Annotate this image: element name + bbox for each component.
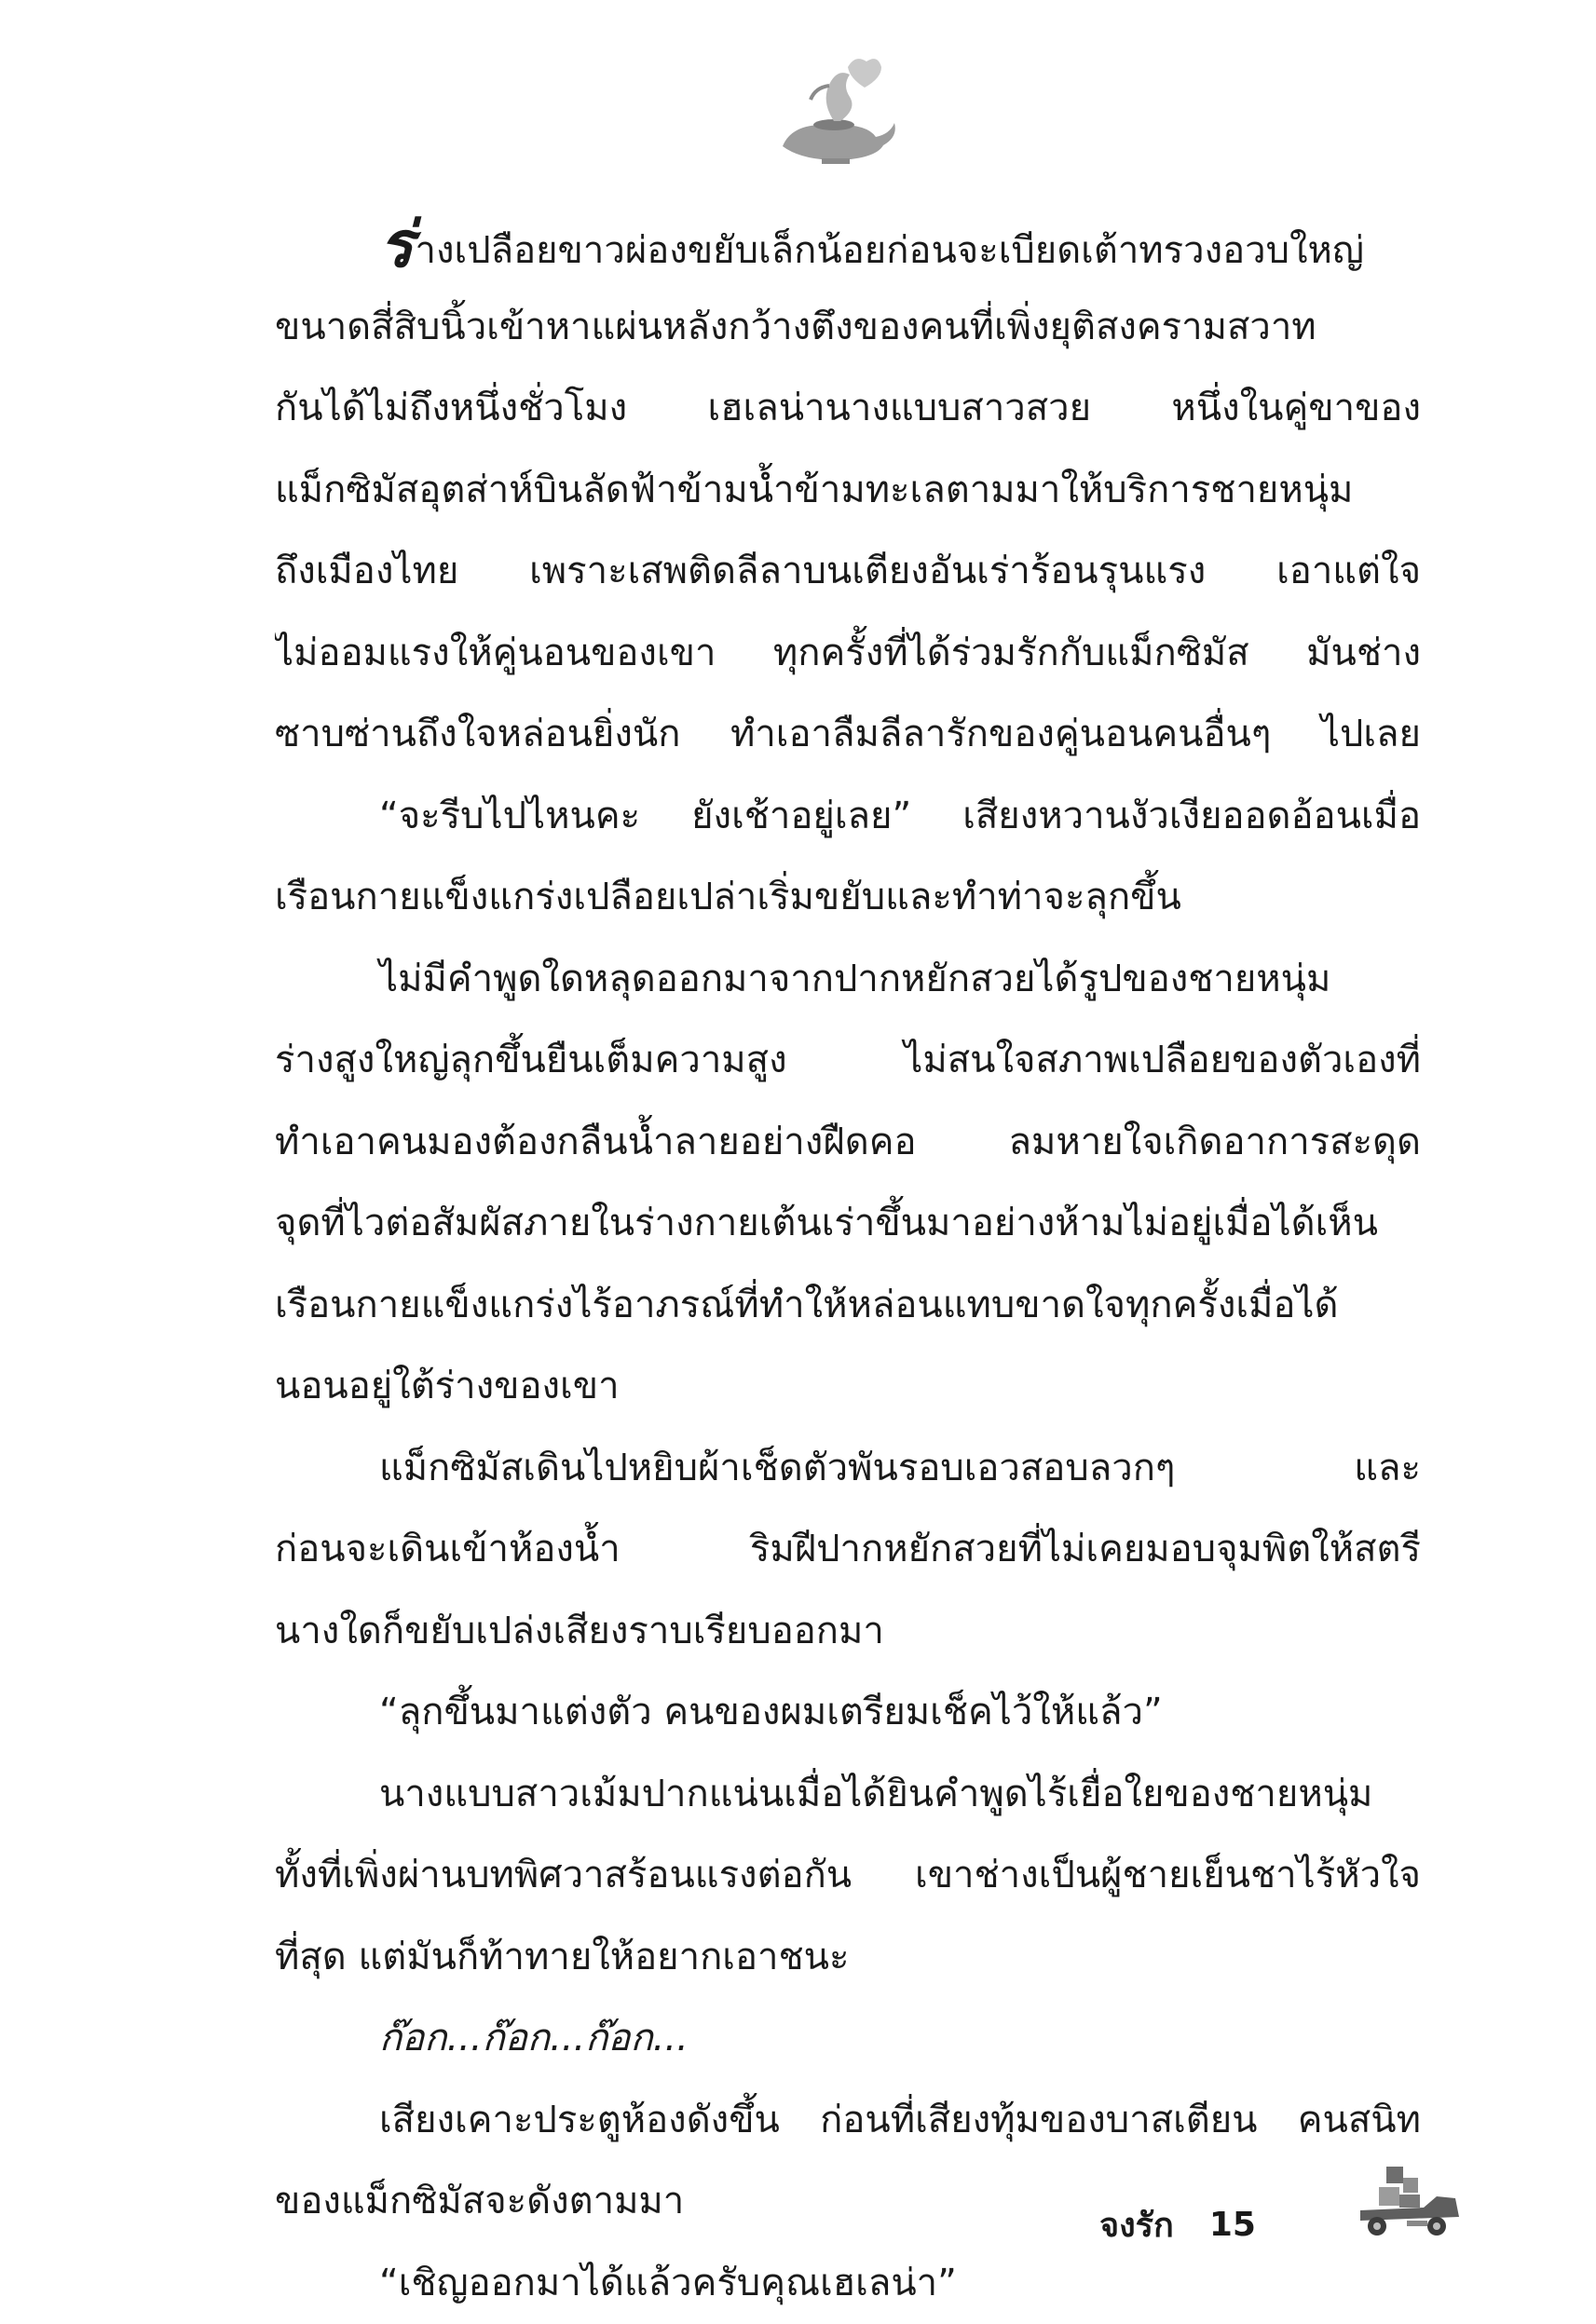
line-text: ร่างสูงใหญ่ลุกขึ้นยืนเต็มความสูง ไม่สนใจสภาพเปลือยของตัวเองที่ [275,1039,1421,1081]
line-text: ก๊อก...ก๊อก...ก๊อก... [379,2017,689,2059]
text-line [275,1020,1421,1102]
drop-cap: ร่ [379,209,414,282]
text-line [275,1754,1421,1836]
text-line [275,205,1421,287]
text-line [275,531,1421,613]
text-line [275,613,1421,695]
body-text [275,205,1421,2324]
text-line [275,450,1421,532]
line-text: างเปลือยขาวผ่องขยับเล็กน้อยก่อนจะเบียดเต้าทรวงอวบใหญ่ [416,229,1364,272]
text-line [275,1509,1421,1591]
text-line [275,1998,1421,2080]
line-text: “จะรีบไปไหนคะ ยังเช้าอยู่เลย” เสียงหวานงัวเงียออดอ้อนเมื่อ [379,795,1421,837]
running-title: จงรัก [1099,2198,1174,2251]
line-text: นางใดก็ขยับเปล่งเสียงราบเรียบออกมา [275,1610,884,1652]
line-text: นอนอยู่ใต้ร่างของเขา [275,1365,620,1407]
line-text: เสียงเคาะประตูห้องดังขึ้น ก่อนที่เสียงทุ้มของบาสเตียน คนสนิท [379,2099,1421,2141]
line-text: ขนาดสี่สิบนิ้วเข้าหาแผ่นหลังกว้างตึงของคนที่เพิ่งยุติสงครามสวาท [275,306,1316,348]
line-text: แม็กซิมัสเดินไปหยิบผ้าเช็ดตัวพันรอบเอวสอบลวกๆ และ [379,1447,1421,1489]
page-number: 15 [1209,2206,1256,2244]
text-line [275,287,1421,369]
text-line [275,1346,1421,1428]
text-line [275,1591,1421,1673]
line-text: นางแบบสาวเม้มปากแน่นเมื่อได้ยินคำพูดไร้เยื่อใยของชายหนุ่ม [379,1773,1372,1815]
text-line [275,694,1421,776]
line-text: ถึงเมืองไทย เพราะเสพติดลีลาบนเตียงอันเร่าร้อนรุนแรง เอาแต่ใจ [275,550,1421,592]
line-text: ไม่ออมแรงให้คู่นอนของเขา ทุกครั้งที่ได้ร่วมรักกับแม็กซิมัส มันช่าง [275,632,1421,674]
text-line [275,1183,1421,1265]
line-text: ทำเอาคนมองต้องกลืนน้ำลายอย่างฝืดคอ ลมหายใจเกิดอาการสะดุด [275,1121,1421,1163]
line-text: ที่สุด แต่มันก็ท้าทายให้อยากเอาชนะ [275,1936,849,1978]
text-line [275,1102,1421,1184]
line-text: ซาบซ่านถึงใจหล่อนยิ่งนัก ทำเอาลืมลีลารักของคู่นอนคนอื่นๆ ไปเลย [275,713,1421,755]
line-text: กันได้ไม่ถึงหนึ่งชั่วโมง เฮเลน่านางแบบสาวสวย หนึ่งในคู่ขาของ [275,387,1421,429]
text-line [275,1672,1421,1754]
text-line [275,857,1421,939]
text-line [275,1917,1421,1999]
genie-lamp-icon [764,48,904,170]
line-text: “เชิญออกมาได้แล้วครับคุณเฮเลน่า” [379,2262,957,2304]
page-footer [1099,2196,1256,2252]
line-text: เรือนกายแข็งแกร่งเปลือยเปล่าเริ่มขยับและทำท่าจะลุกขึ้น [275,876,1181,918]
text-line [275,1835,1421,1917]
line-text: ทั้งที่เพิ่งผ่านบทพิศวาสร้อนแรงต่อกัน เขาช่างเป็นผู้ชายเย็นชาไร้หัวใจ [275,1854,1421,1896]
text-line [275,776,1421,858]
text-line [275,939,1421,1021]
text-line [275,2243,1421,2324]
line-text: แม็กซิมัสอุตส่าห์บินลัดฟ้าข้ามน้ำข้ามทะเลตามมาให้บริการชายหนุ่ม [275,469,1353,511]
text-line [275,1265,1421,1347]
line-text: “ลุกขึ้นมาแต่งตัว คนของผมเตรียมเช็คไว้ให้แล้ว” [379,1691,1163,1733]
line-text: ไม่มีคำพูดใดหลุดออกมาจากปากหยักสวยได้รูปของชายหนุ่ม [379,958,1330,1000]
text-line [275,1428,1421,1510]
text-line [275,2080,1421,2162]
text-line [275,368,1421,450]
line-text: ของแม็กซิมัสจะดังตามมา [275,2180,684,2222]
line-text: จุดที่ไวต่อสัมผัสภายในร่างกายเต้นเร่าขึ้นมาอย่างห้ามไม่อยู่เมื่อได้เห็น [275,1202,1378,1244]
line-text: ก่อนจะเดินเข้าห้องน้ำ ริมฝีปากหยักสวยที่ไม่เคยมอบจุมพิตให้สตรี [275,1528,1421,1570]
toy-truck-blocks-icon [1351,2159,1463,2248]
line-text: เรือนกายแข็งแกร่งไร้อาภรณ์ที่ทำให้หล่อนแทบขาดใจทุกครั้งเมื่อได้ [275,1284,1339,1326]
